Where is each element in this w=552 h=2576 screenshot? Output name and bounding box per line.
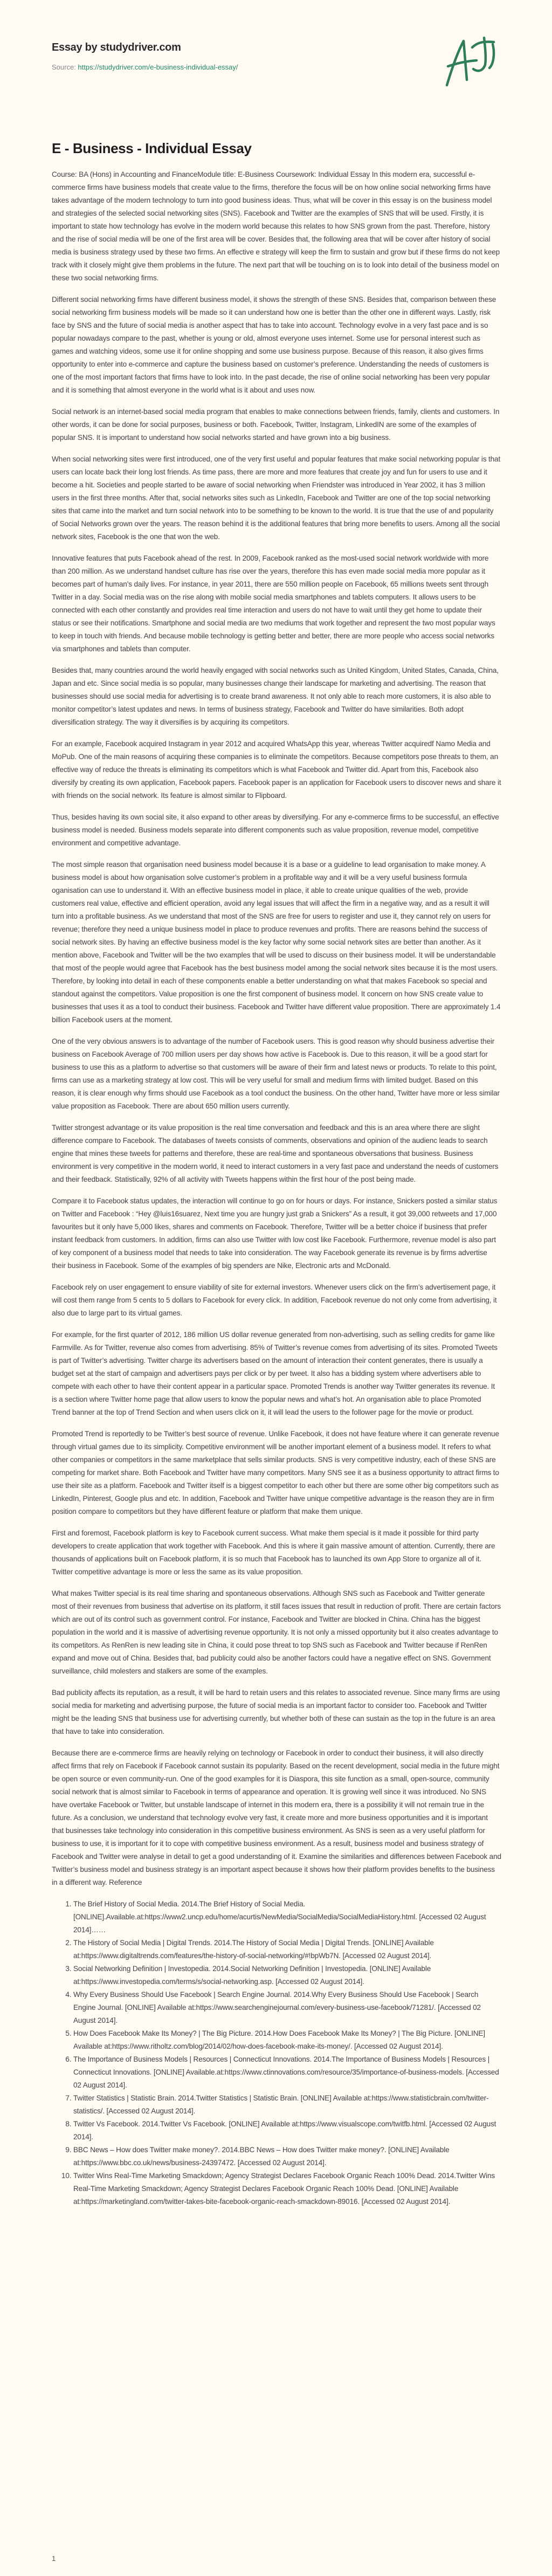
essay-paragraph: First and foremost, Facebook platform is key to Facebook current success. What make them special is it made it possible for third party developers to create application that work together with Facebook. And this is where it gain massive amount of attention. Currently, there are thousands of applications built on Facebook platform, it is so much that Facebook has to launched its own App Store to organize all of it. Twitter competitive advantage is more or less the same as its value proposition. <box>52 1529 495 1576</box>
source-label: Source: <box>52 63 78 71</box>
essay-paragraph: Course: BA (Hons) in Accounting and FinanceModule title: E-Business Coursework: Individual Essay In this modern era, successful e-commerce firms have business models that create value to the firms, therefore the focus will be on how online social networking firms have takes advantage of the modern technology to turn into good business ideas. Thus, what will be cover in this essay is on the business model and strategies of the selected social networking sites (SNS). Facebook and Twitter are the examples of SNS that will be used. Firstly, it is important to state how technology has evolve in the modern world because this relates to how SNS grown from the past. Therefore, history and the rise of social media will be one of the first area will be cover. Besides that, the following area that will be cover after history of social media is business strategy used by these two firms. An effective e strategy will keep the firm to sustain and grow but if these firms do not keep track with it closely might give them problems in the future. The next part that will be touching on is to look into detail of the business model on these two social networking firms. <box>52 170 500 282</box>
page-header <box>52 40 500 94</box>
essay-paragraph: Because there are e-commerce firms are heavily relying on technology or Facebook in order to conduct their business, it will also directly affect firms that rely on Facebook if Facebook cannot sustain its popularity. Based on the recent development, social media in the future might be open source or even community-run. One of the good examples for it is Diaspora, this site function as a small, open-source, community social network that is almost similar to Facebook in terms of appearance and operation. It is growing well since it was introduced. No SNS have overtake Facebook or Twitter, but unstable landscape of internet in this modern era, there is a possibility it will not remain true in the future. As a conclusion, we understand that technology evolve very fast, it create more and more business opportunities and it is important that businesses take technology into consideration in this competitive business environment. As SNS is seen as a very useful platform for business to use, it is important for it to cope with competitive business environment. As a result, business model and business strategy of Facebook and Twitter were analyse in detail to get a good understanding of it. Examine the similarities and differences between Facebook and Twitter’s business model and business strategy is an important aspect because it shows how their platform provides benefits to the business in a different way. Reference <box>52 1749 501 1886</box>
reference-item: 5. How Does Facebook Make Its Money? | The Big Picture. 2014.How Does Facebook Make Its Money? | The Big Picture. [ONLINE] Available at:https://www.ritholtz.com/blog/2014/02/how-does-facebook-make-its-money/. [Accessed 02 August 2014]. <box>73 2027 501 2053</box>
essay-paragraph: Twitter strongest advantage or its value proposition is the real time conversation and feedback and this is an area where there are slight difference compare to Facebook. The databases of tweets consists of comments, observations and opinion of the audienc leads to search engine that mines these tweets for patterns and therefore, these are real-time and spontaneous obversations that business. Business environment is very competitive in the modern world, it need to interact customers in a very fast pace and understand the needs of customers and their feedback. Statistically, 92% of all activity with Tweets happens within the first hour of the post being made. <box>52 1124 499 1183</box>
reference-list <box>52 1898 501 2208</box>
essay-paragraph: Facebook rely on user engagement to ensure viability of site for external investors. Whenever users click on the firm’s advertisement page, it will cost them range from 5 cents to 5 dollars to Facebook for every click. In addition, Facebook revenue do not only come from advertising, it also due to large part to its virtual games. <box>52 1283 497 1317</box>
essay-paragraph: Compare it to Facebook status updates, the interaction will continue to go on for hours or days. For instance, Snickers posted a similar status on Twitter and Facebook : “Hey @luis16suarez, Next time you are hungry just grab a Snickers” As a result, it got 39,000 retweets and 17,000 favourites but it only have 5,000 likes, shares and comments on Facebook. Therefore, Twitter will be a better choice if business that prefer instant feedback from customers. In addition, firms can also use Twitter with low cost like Facebook. Furthermore, revenue model is also part of key component of a business model that needs to take into consideration. The way Facebook generate its revenue is by firms advertise their business in Facebook. Some of the examples of big spenders are Nike, Electronic arts and McDonald. <box>52 1197 498 1270</box>
essay-paragraph: Thus, besides having its own social site, it also expand to other areas by diversifying. For any e-commerce firms to be successful, an effective business model is needed. Business models separate into different components such as value proposition, revenue model, competitive environment and competitive advantage. <box>52 813 499 847</box>
page-number: 1 <box>52 2554 56 2563</box>
reference-item: 9. BBC News – How does Twitter make money?. 2014.BBC News – How does Twitter make money?. [ONLINE] Available at:https://www.bbc.co.uk/news/business-24397472. [Accessed 02 August 2014]. <box>73 2144 501 2169</box>
essay-paragraph: For example, for the first quarter of 2012, 186 million US dollar revenue generated from non-advertising, such as selling credits for game like Farmville. As for Twitter, revenue also comes from advertising. 85% of Twitter’s revenue comes from advertising of its sites. Promoted Tweets is part of Twitter’s advertising. Twitter charge its advertisers based on the amount of interaction their content generates, there is usually a budget set at the start of campaign and advertisers pays per click or by per tweet. It also has a bidding system where advertisers able to compete with each other to have their content appear in a particular space. Promoted Trends is another way Twitter generates its revenue. It is a section where Twitter home page that allow users to know the popular news and what’s hot. An organisation able to place Promoted Trend banner at the top of Trend Section and when users click on it, it will lead the users to the follower page for the movie or product. <box>52 1331 498 1416</box>
essay-paragraph: Social network is an internet-based social media program that enables to make connections between friends, family, clients and customers. In other words, it can be done for social purposes, business or both. Facebook, Twitter, Instagram, LinkedIN are some of the examples of popular SNS. It is important to understand how social networks started and have grown into a big business. <box>52 408 500 442</box>
essay-title: E - Business - Individual Essay <box>52 140 252 156</box>
essay-body <box>52 168 501 1889</box>
essay-paragraph: Innovative features that puts Facebook ahead of the rest. In 2009, Facebook ranked as the most-used social network worldwide with more than 200 million. As we understand handset culture has rise over the years, therefore this has even made social media more popular as it becomes part of human’s daily lives. For instance, in year 2011, there are 550 million people on Facebook, 65 millions tweets sent through Twitter in a day. Social media was on the rise along with mobile social media smartphones and tablets computers. It allows users to be connected with each other constantly and provides real time interaction and users do not have to wait until they get home to update their status or see their notifications. Smartphone and social media are two mediums that work together and represent the two most popular ways to keep in touch with friends. And because mobile technology is getting better and better, there are more people who access social networks via smartphones and tablets than computer. <box>52 554 495 653</box>
reference-item: 1. The Brief History of Social Media. 2014.The Brief History of Social Media. [ONLINE].Available.at:https://www2.uncp.edu/home/acurtis/NewMedia/SocialMedia/SocialMediaHistory.html. [Accessed 02 August 2014]…… <box>73 1898 501 1937</box>
reference-item: 2. The History of Social Media | Digital Trends. 2014.The History of Social Media | Digital Trends. [ONLINE] Available at:https://www.digitaltrends.com/features/the-history-of-social-networking/#!bpWb7N. [Accessed 02 August 2014]. <box>73 1937 501 1962</box>
reference-item: 3. Social Networking Definition | Investopedia. 2014.Social Networking Definition | Investopedia. [ONLINE] Available at:https://www.investopedia.com/terms/s/social-networking.asp. [Accessed 02 August 2014]. <box>73 1962 501 1988</box>
essay-paragraph: Promoted Trend is reportedly to be Twitter’s best source of revenue. Unlike Facebook, it does not have feature where it can generate revenue through virtual games due to its simplicity. Competitive environment will be another important element of a business model. It refers to what other companies or competitors in the same marketplace that sells similar products. SNS is very competitive industry, each of these SNS are competing for market share. Both Facebook and Twitter have many competitors. Many SNS see it as a business opportunity to attract firms to use their site as a platform. Facebook and Twitter itself is a biggest competitor to each other but there are some other big competitors such as LinkedIn, Pinterest, Google plus and etc. In addition, Facebook and Twitter have unique competitive advantage is the reason they are in firm position compare to competitors but they have different feature or platform that make them unique. <box>52 1430 499 1516</box>
reference-item: 6. The Importance of Business Models | Resources | Connecticut Innovations. 2014.The Importance of Business Models | Resources | Connecticut Innovations. [ONLINE] Available.at:https://www.ctinnovations.com/resource/35/importance-of-business-models. [Accessed 02 August 2014]. <box>73 2053 501 2092</box>
essay-paragraph: One of the very obvious answers is to advantage of the number of Facebook users. This is good reason why should business advertise their business on Facebook Average of 700 million users per day shows how active is Facebook is. Due to this reason, it will be a good start for business to use this as a platform to advertise so that customers will be aware of their firm and latest news or products. To relate to this point, firms can use as a marketing strategy at low cost. This will be very useful for small and medium firms with limited budget. Based on this reason, it is clear enough why firms should use Facebook as a tool conduct the business. On the other hand, Twitter have more or less similar value proposition as Facebook. There are about 650 million users currently. <box>52 1037 500 1110</box>
source-line <box>52 63 500 72</box>
essay-paragraph: What makes Twitter special is its real time sharing and spontaneous observations. Although SNS such as Facebook and Twitter generate most of their revenues from business that advertise on its platform, it still faces issues that result in reduction of profit. There are certain factors which are out of its control such as government control. For instance, Facebook and Twitter are blocked in China. China has the biggest population in the world and it is massive of advertising revenue opportunity. It is not only a missed opportunity but it also creates advantage to its competitors. As RenRen is new leading site in China, it could pose threat to top SNS such as Facebook and Twitter because if RenRen expand and move out of China. Besides that, bad publicity could also be another factors could have a negative effect on SNS. Government surveillance, child molesters and stalkers are some of the examples. <box>52 1589 501 1675</box>
essay-paragraph: Besides that, many countries around the world heavily engaged with social networks such as United Kingdom, United States, Canada, China, Japan and etc. Since social media is so popular, many businesses change their landscape for marketing and advertising. The reason that businesses should use social media for advertising is to create brand awareness. It not only able to reach more customers, it is also able to monitor competitor’s latest updates and news. In terms of business strategy, Facebook and Twitter do have similarities. Both adopt diversification strategy. The way it diversifies is by acquiring its competitors. <box>52 666 499 726</box>
site-title: Essay by studydriver.com <box>52 42 181 53</box>
a-plus-logo-icon <box>445 37 499 88</box>
reference-item: 8. Twitter Vs Facebook. 2014.Twitter Vs Facebook. [ONLINE] Available at:https://www.visualscope.com/twitfb.html. [Accessed 02 August 2014]. <box>73 2118 501 2144</box>
source-link[interactable]: https://studydriver.com/e-business-individual-essay/ <box>78 63 238 71</box>
essay-paragraph: When social networking sites were first introduced, one of the very first useful and popular features that make social networking popular is that users can locate back their long lost friends. As time pass, there are more and more features that create joy and fun for users to use and it become a hit. Societies and people started to be aware of social networking when Friendster was introduced in Year 2002, it has 3 million users in the first three months. After that, social networks sites such as LinkedIn, Facebook and Twitter are one of the top social networking sites that came into the market and turn social network into to be something to be known to the world. It is true that the use of and popularity of Social Networks grown over the years. The reason behind it is the additional features that bring more benefits to users. Among all the social network sites, Facebook is the one that won the web. <box>52 455 501 541</box>
essay-paragraph: Different social networking firms have different business model, it shows the strength of these SNS. Besides that, comparison between these social networking firm business models will be made so it can understand how one is better than the other one in different ways. Lastly, risk face by SNS and the future of social media is another aspect that has to take into account. Technology evolve in a very fast pace and is so popular nowadays compare to the past, whether is young or old, almost everyone uses internet. Some use for personal interest such as games and watching videos, some use it for online shopping and some use business purpose. Because of this reason, it also gives firms opportunity to enter into e-commerce and capture the business based on customer’s preference. Understanding the needs of customers is one of the most important factors that firms have to look into. In the past decade, the rise of online social networking has been very popular and it is something that almost everyone in the world what is it about and uses now. <box>52 295 496 394</box>
essay-paragraph: Bad publicity affects its reputation, as a result, it will be hard to retain users and this relates to associated revenue. Since many firms are using social media for marketing and advertising purpose, the future of social media is an important factor to consider too. Facebook and Twitter might be the leading SNS that business use for advertising currently, but whether both of these can sustain as the top in the future is an area that have to take into consideration. <box>52 1689 500 1735</box>
essay-content <box>52 139 501 2208</box>
essay-paragraph: For an example, Facebook acquired Instagram in year 2012 and acquired WhatsApp this year, whereas Twitter acquiredf Namo Media and MoPub. One of the main reasons of acquiring these companies is to eliminate the competitors. Because competitors pose threats to them, an effective way of reduce the threats is eliminating its competitors which is what Facebook and Twitter did. Apart from this, Facebook also diversify by creating its own application, Facebook papers. Facebook paper is an application for Facebook users to discover news and share it with friends on the social network. Its feature is almost similar to Flipboard. <box>52 740 501 800</box>
reference-item: 10. Twitter Wins Real-Time Marketing Smackdown; Agency Strategist Declares Facebook Organic Reach 100% Dead. 2014.Twitter Wins Real-Time Marketing Smackdown; Agency Strategist Declares Facebook Organic Reach 100% Dead. [ONLINE] Available at:https://marketingland.com/twitter-takes-bite-facebook-organic-reach-smackdown-89016. [Accessed 02 August 2014]. <box>73 2169 501 2208</box>
essay-paragraph: The most simple reason that organisation need business model because it is a base or a guideline to lead organisation to make money. A business model is about how organisation solve customer’s problem in a profitable way and it will be a very useful business formula oganisation can use to understand it. With an effective business model in place, it able to create unique qualities of the web, provide customers real value, effective and efficient operation, avoid any legal issues that will affect the firm in a negative way, and as a result it will turn into a profitable business. As we understand that most of the SNS are free for users to register and use it, they cannot rely on users for revenue; therefore they need a unique business model in place to produce revenues and profits. There are reasons behind the success of social network sites. By having an effective business model is the key factor why some social network sites are better than another. As it mention above, Facebook and Twitter will be the two examples that will be used to discuss on their business model. It will be understandable that most of the people would agree that Facebook has the best business model among the social network sites because it is the most users. Therefore, by looking into detail in each of these components enable a better understanding on what that makes Facebook so special and standout against the competitors. Value proposition is one the first component of business model. It concern on how SNS create value to businesses that uses it as a tool to conduct their business. Facebook and Twitter have different value proposition. There are approximately 1.4 billion Facebook users at the moment. <box>52 860 501 1024</box>
reference-item: 4. Why Every Business Should Use Facebook | Search Engine Journal. 2014.Why Every Business Should Use Facebook | Search Engine Journal. [ONLINE] Available at:https://www.searchenginejournal.com/every-business-use-facebook/71281/. [Accessed 02 August 2014]. <box>73 1988 501 2027</box>
reference-item: 7. Twitter Statistics | Statistic Brain. 2014.Twitter Statistics | Statistic Brain. [ONLINE] Available at:https://www.statisticbrain.com/twitter-statistics/. [Accessed 02 August 2014]. <box>73 2092 501 2118</box>
